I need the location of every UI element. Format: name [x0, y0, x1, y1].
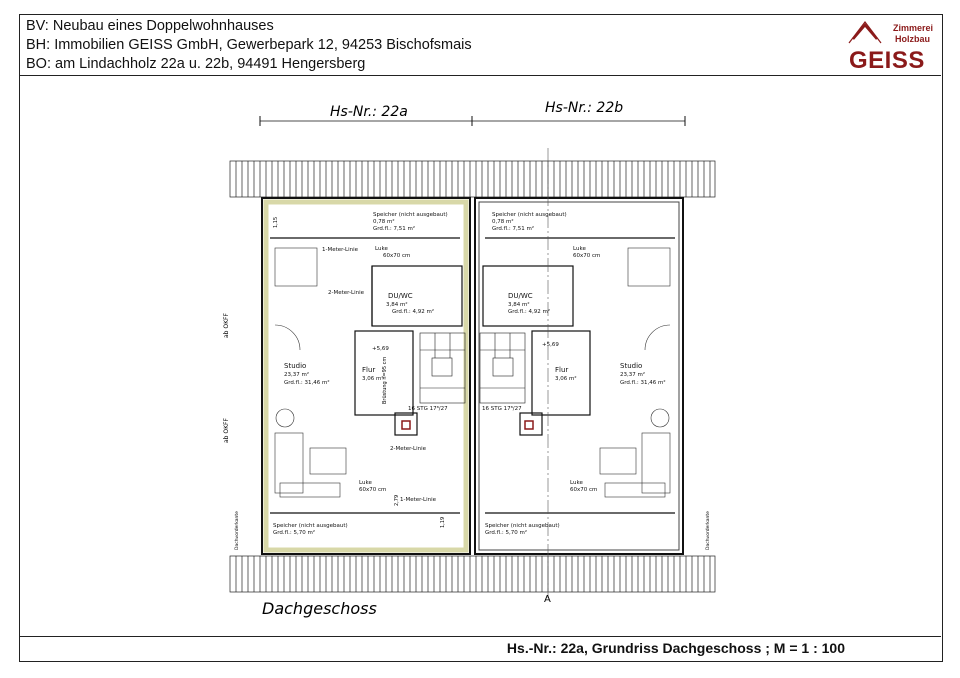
svg-text:Luke: Luke	[359, 480, 372, 486]
svg-text:Speicher (nicht ausgebaut): Speicher (nicht ausgebaut)	[273, 523, 348, 529]
svg-text:DU/WC: DU/WC	[388, 292, 413, 300]
stairs-22b	[480, 333, 525, 403]
svg-text:60x70 cm: 60x70 cm	[359, 487, 387, 493]
svg-text:3,84 m²: 3,84 m²	[508, 302, 530, 308]
svg-text:Grd.fl.: 5,70 m²: Grd.fl.: 5,70 m²	[273, 530, 316, 536]
chimney-22b	[525, 421, 533, 429]
svg-text:1-Meter-Linie: 1-Meter-Linie	[322, 247, 359, 253]
company-logo	[847, 17, 935, 73]
svg-text:Grd.fl.: 5,70 m²: Grd.fl.: 5,70 m²	[485, 530, 528, 536]
svg-text:Flur: Flur	[555, 366, 569, 374]
svg-text:1-Meter-Linie: 1-Meter-Linie	[400, 497, 437, 503]
svg-text:Grd.fl.: 4,92 m²: Grd.fl.: 4,92 m²	[508, 309, 551, 315]
svg-text:Luke: Luke	[375, 246, 388, 252]
svg-text:Studio: Studio	[284, 362, 307, 370]
drawing-caption: Hs.-Nr.: 22a, Grundriss Dachgeschoss ; M = 1 : 100	[506, 640, 845, 656]
site-line: BO: am Lindachholz 22a u. 22b, 94491 Hengersberg	[26, 56, 366, 72]
roof-edge-label-right: Dachvorderkante	[706, 511, 711, 550]
house-label-left: Hs-Nr.: 22a	[330, 104, 408, 120]
svg-text:Grd.fl.: 31,46 m²: Grd.fl.: 31,46 m²	[620, 380, 666, 386]
dim-label-279: 2,79	[394, 494, 400, 506]
svg-text:0,78 m²: 0,78 m²	[373, 219, 395, 225]
svg-text:Grd.fl.: 7,51 m²: Grd.fl.: 7,51 m²	[373, 226, 416, 232]
svg-text:3,06 m²: 3,06 m²	[362, 376, 384, 382]
svg-text:60x70 cm: 60x70 cm	[383, 253, 411, 259]
svg-text:Studio: Studio	[620, 362, 643, 370]
labels-22a	[273, 212, 448, 536]
roof-top	[230, 161, 715, 197]
svg-text:60x70 cm: 60x70 cm	[573, 253, 601, 259]
roof-bottom	[230, 556, 715, 592]
svg-text:16 STG 17⁸/27: 16 STG 17⁸/27	[482, 406, 522, 412]
svg-text:Speicher (nicht ausgebaut): Speicher (nicht ausgebaut)	[485, 523, 560, 529]
floor-plan	[150, 88, 870, 628]
svg-text:Luke: Luke	[570, 480, 583, 486]
okff-label-2: ab OKFF	[223, 418, 230, 443]
project-line: BV: Neubau eines Doppelwohnhauses	[26, 18, 274, 34]
svg-text:Speicher (nicht ausgebaut): Speicher (nicht ausgebaut)	[373, 212, 448, 218]
labels-22b	[482, 212, 666, 536]
svg-text:23,37 m²: 23,37 m²	[284, 372, 310, 378]
footer-bar	[20, 636, 941, 661]
svg-text:Zimmerei: Zimmerei	[893, 23, 934, 33]
svg-text:Luke: Luke	[573, 246, 586, 252]
walls-22b	[483, 238, 675, 513]
svg-text:0,78 m²: 0,78 m²	[492, 219, 514, 225]
svg-text:16 STG 17⁸/27: 16 STG 17⁸/27	[408, 406, 448, 412]
floor-plan-svg	[150, 88, 870, 628]
svg-text:Flur: Flur	[362, 366, 376, 374]
svg-text:2-Meter-Linie: 2-Meter-Linie	[390, 446, 427, 452]
house-label-right: Hs-Nr.: 22b	[545, 100, 624, 116]
client-line: BH: Immobilien GEISS GmbH, Gewerbepark 12, 94253 Bischofsmais	[26, 37, 472, 53]
chimney-22a	[402, 421, 410, 429]
svg-text:+5,69: +5,69	[372, 346, 389, 352]
floor-title: Dachgeschoss	[262, 599, 377, 618]
roof-edge-label-left: Dachvorderkante	[235, 511, 240, 550]
svg-text:Grd.fl.: 7,51 m²: Grd.fl.: 7,51 m²	[492, 226, 535, 232]
svg-text:Grd.fl.: 4,92 m²: Grd.fl.: 4,92 m²	[392, 309, 435, 315]
svg-text:3,84 m²: 3,84 m²	[386, 302, 408, 308]
svg-text:3,06 m²: 3,06 m²	[555, 376, 577, 382]
section-marker: A	[544, 594, 551, 605]
stairs-22a	[420, 333, 465, 403]
svg-text:Speicher (nicht ausgebaut): Speicher (nicht ausgebaut)	[492, 212, 567, 218]
svg-text:GEISS: GEISS	[849, 47, 925, 73]
bruestung-label: Brüstung h=95 cm	[382, 356, 388, 404]
dim-label-115: 1,15	[273, 216, 279, 228]
svg-text:DU/WC: DU/WC	[508, 292, 533, 300]
title-block	[20, 15, 941, 76]
svg-text:60x70 cm: 60x70 cm	[570, 487, 598, 493]
dim-label-119: 1,19	[440, 516, 446, 528]
svg-text:2-Meter-Linie: 2-Meter-Linie	[328, 290, 365, 296]
svg-text:Holzbau: Holzbau	[895, 34, 930, 44]
svg-text:+5,69: +5,69	[542, 342, 559, 348]
okff-label-1: ab OKFF	[223, 313, 230, 338]
svg-text:23,37 m²: 23,37 m²	[620, 372, 646, 378]
svg-text:Grd.fl.: 31,46 m²: Grd.fl.: 31,46 m²	[284, 380, 330, 386]
